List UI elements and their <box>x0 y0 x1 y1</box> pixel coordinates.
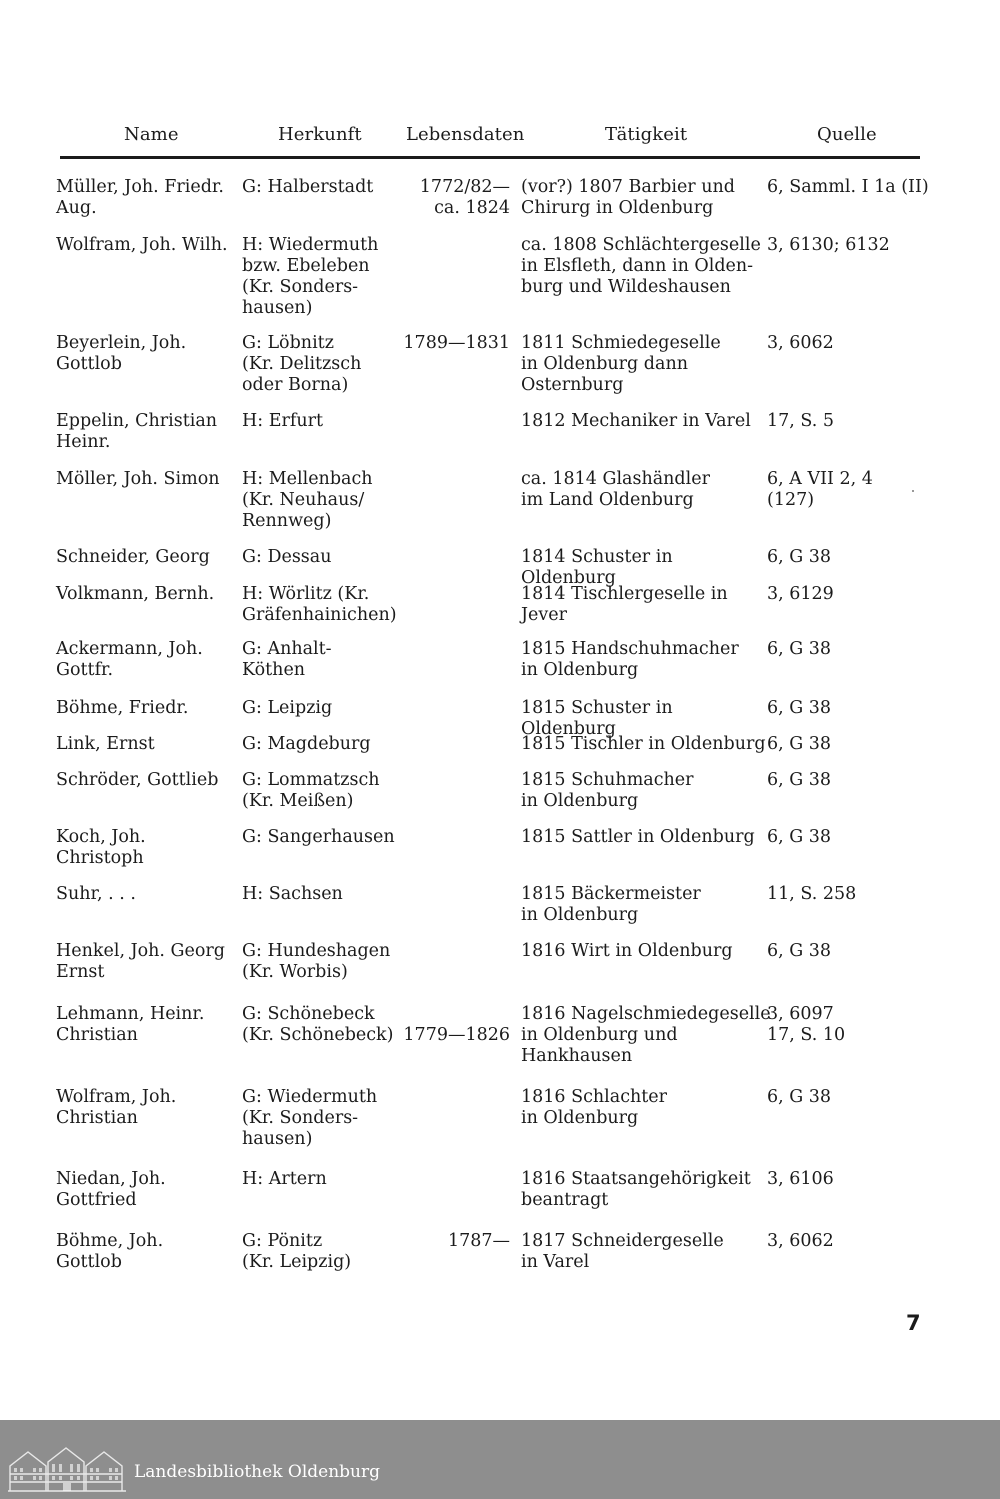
herkunft-cell: G: Wiedermuth (Kr. Sonders- hausen) <box>242 1087 378 1149</box>
name-cell: Lehmann, Heinr. Christian <box>56 1004 205 1045</box>
column-header-lebensdaten: Lebensdaten <box>406 124 525 145</box>
quelle-cell: 6, G 38 <box>767 941 832 961</box>
herkunft-cell: H: Erfurt <box>242 411 324 431</box>
lebensdaten-cell: 1787— <box>447 1231 510 1251</box>
taetigkeit-cell: 1814 Schuster in Oldenburg <box>521 547 673 588</box>
herkunft-cell: G: Magdeburg <box>242 734 371 754</box>
quelle-cell: 11, S. 258 <box>767 884 857 904</box>
herkunft-cell: H: Sachsen <box>242 884 343 904</box>
name-cell: Niedan, Joh. Gottfried <box>56 1169 166 1210</box>
herkunft-cell: H: Mellenbach (Kr. Neuhaus/ Rennweg) <box>242 469 373 531</box>
name-cell: Böhme, Joh. Gottlob <box>56 1231 164 1272</box>
name-cell: Eppelin, Christian Heinr. <box>56 411 218 452</box>
herkunft-cell: G: Sangerhausen <box>242 827 395 847</box>
name-cell: Möller, Joh. Simon <box>56 469 220 489</box>
herkunft-cell: G: Hundeshagen (Kr. Worbis) <box>242 941 391 982</box>
quelle-cell: 17, S. 5 <box>767 411 835 431</box>
taetigkeit-cell: 1812 Mechaniker in Varel <box>521 411 751 431</box>
library-building-icon <box>8 1444 126 1492</box>
column-header-taetigkeit: Tätigkeit <box>605 124 688 145</box>
quelle-cell: 6, G 38 <box>767 547 832 567</box>
herkunft-cell: H: Wiedermuth bzw. Ebeleben (Kr. Sonders- hausen) <box>242 235 379 318</box>
herkunft-cell: G: Anhalt- Köthen <box>242 639 332 680</box>
name-cell: Koch, Joh. Christoph <box>56 827 146 868</box>
quelle-cell: 3, 6130; 6132 <box>767 235 890 255</box>
quelle-cell: 3, 6062 <box>767 1231 834 1251</box>
taetigkeit-cell: 1815 Handschuhmacher in Oldenburg <box>521 639 739 680</box>
quelle-cell: 3, 6097 17, S. 10 <box>767 1004 846 1045</box>
quelle-cell: 6, G 38 <box>767 770 832 790</box>
page-number: 7 <box>906 1311 921 1335</box>
taetigkeit-cell: 1814 Tischlergeselle in Jever <box>521 584 728 625</box>
library-name: Landesbibliothek Oldenburg <box>134 1462 381 1482</box>
name-cell: Böhme, Friedr. <box>56 698 189 718</box>
taetigkeit-cell: 1811 Schmiedegeselle in Oldenburg dann Osternburg <box>521 333 721 395</box>
taetigkeit-cell: 1815 Sattler in Oldenburg <box>521 827 755 847</box>
column-header-quelle: Quelle <box>817 124 877 145</box>
name-cell: Schröder, Gottlieb <box>56 770 219 790</box>
scan-speck <box>912 490 914 492</box>
quelle-cell: 3, 6062 <box>767 333 834 353</box>
quelle-cell: 6, G 38 <box>767 1087 832 1107</box>
taetigkeit-cell: 1817 Schneidergeselle in Varel <box>521 1231 724 1272</box>
taetigkeit-cell: 1816 Schlachter in Oldenburg <box>521 1087 668 1128</box>
herkunft-cell: G: Pönitz (Kr. Leipzig) <box>242 1231 352 1272</box>
name-cell: Wolfram, Joh. Christian <box>56 1087 177 1128</box>
taetigkeit-cell: 1816 Nagelschmiedegeselle in Oldenburg und Hankhausen <box>521 1004 771 1066</box>
name-cell: Beyerlein, Joh. Gottlob <box>56 333 187 374</box>
column-header-name: Name <box>124 124 179 145</box>
name-cell: Henkel, Joh. Georg Ernst <box>56 941 225 982</box>
taetigkeit-cell: 1815 Bäckermeister in Oldenburg <box>521 884 701 925</box>
lebensdaten-cell: 1772/82— ca. 1824 <box>419 177 510 218</box>
name-cell: Volkmann, Bernh. <box>56 584 215 604</box>
quelle-cell: 6, G 38 <box>767 639 832 659</box>
herkunft-cell: G: Leipzig <box>242 698 333 718</box>
name-cell: Wolfram, Joh. Wilh. <box>56 235 228 255</box>
quelle-cell: 6, G 38 <box>767 698 832 718</box>
name-cell: Schneider, Georg <box>56 547 210 567</box>
column-header-herkunft: Herkunft <box>278 124 362 145</box>
herkunft-cell: H: Artern <box>242 1169 327 1189</box>
quelle-cell: 6, Samml. I 1a (II) <box>767 177 929 197</box>
lebensdaten-cell: 1779—1826 <box>403 1025 510 1045</box>
name-cell: Link, Ernst <box>56 734 155 754</box>
header-rule <box>60 156 920 159</box>
taetigkeit-cell: ca. 1814 Glashändler im Land Oldenburg <box>521 469 710 510</box>
herkunft-cell: G: Halberstadt <box>242 177 374 197</box>
herkunft-cell: G: Lommatzsch (Kr. Meißen) <box>242 770 380 811</box>
taetigkeit-cell: 1816 Wirt in Oldenburg <box>521 941 733 961</box>
quelle-cell: 3, 6129 <box>767 584 834 604</box>
taetigkeit-cell: 1815 Tischler in Oldenburg <box>521 734 766 754</box>
quelle-cell: 3, 6106 <box>767 1169 834 1189</box>
name-cell: Ackermann, Joh. Gottfr. <box>56 639 203 680</box>
taetigkeit-cell: ca. 1808 Schlächtergeselle in Elsfleth, dann in Olden- burg und Wildeshausen <box>521 235 761 297</box>
herkunft-cell: G: Dessau <box>242 547 332 567</box>
name-cell: Suhr, . . . <box>56 884 136 904</box>
quelle-cell: 6, G 38 <box>767 734 832 754</box>
quelle-cell: 6, A VII 2, 4 (127) <box>767 469 873 510</box>
herkunft-cell: H: Wörlitz (Kr. Gräfenhainichen) <box>242 584 397 625</box>
taetigkeit-cell: 1815 Schuhmacher in Oldenburg <box>521 770 694 811</box>
herkunft-cell: G: Schönebeck (Kr. Schönebeck) <box>242 1004 394 1045</box>
footer-bar <box>0 1420 1000 1499</box>
quelle-cell: 6, G 38 <box>767 827 832 847</box>
lebensdaten-cell: 1789—1831 <box>403 333 510 353</box>
taetigkeit-cell: 1816 Staatsangehörigkeit beantragt <box>521 1169 751 1210</box>
herkunft-cell: G: Löbnitz (Kr. Delitzsch oder Borna) <box>242 333 362 395</box>
name-cell: Müller, Joh. Friedr. Aug. <box>56 177 224 218</box>
taetigkeit-cell: 1815 Schuster in Oldenburg <box>521 698 673 739</box>
taetigkeit-cell: (vor?) 1807 Barbier und Chirurg in Oldenburg <box>521 177 735 218</box>
